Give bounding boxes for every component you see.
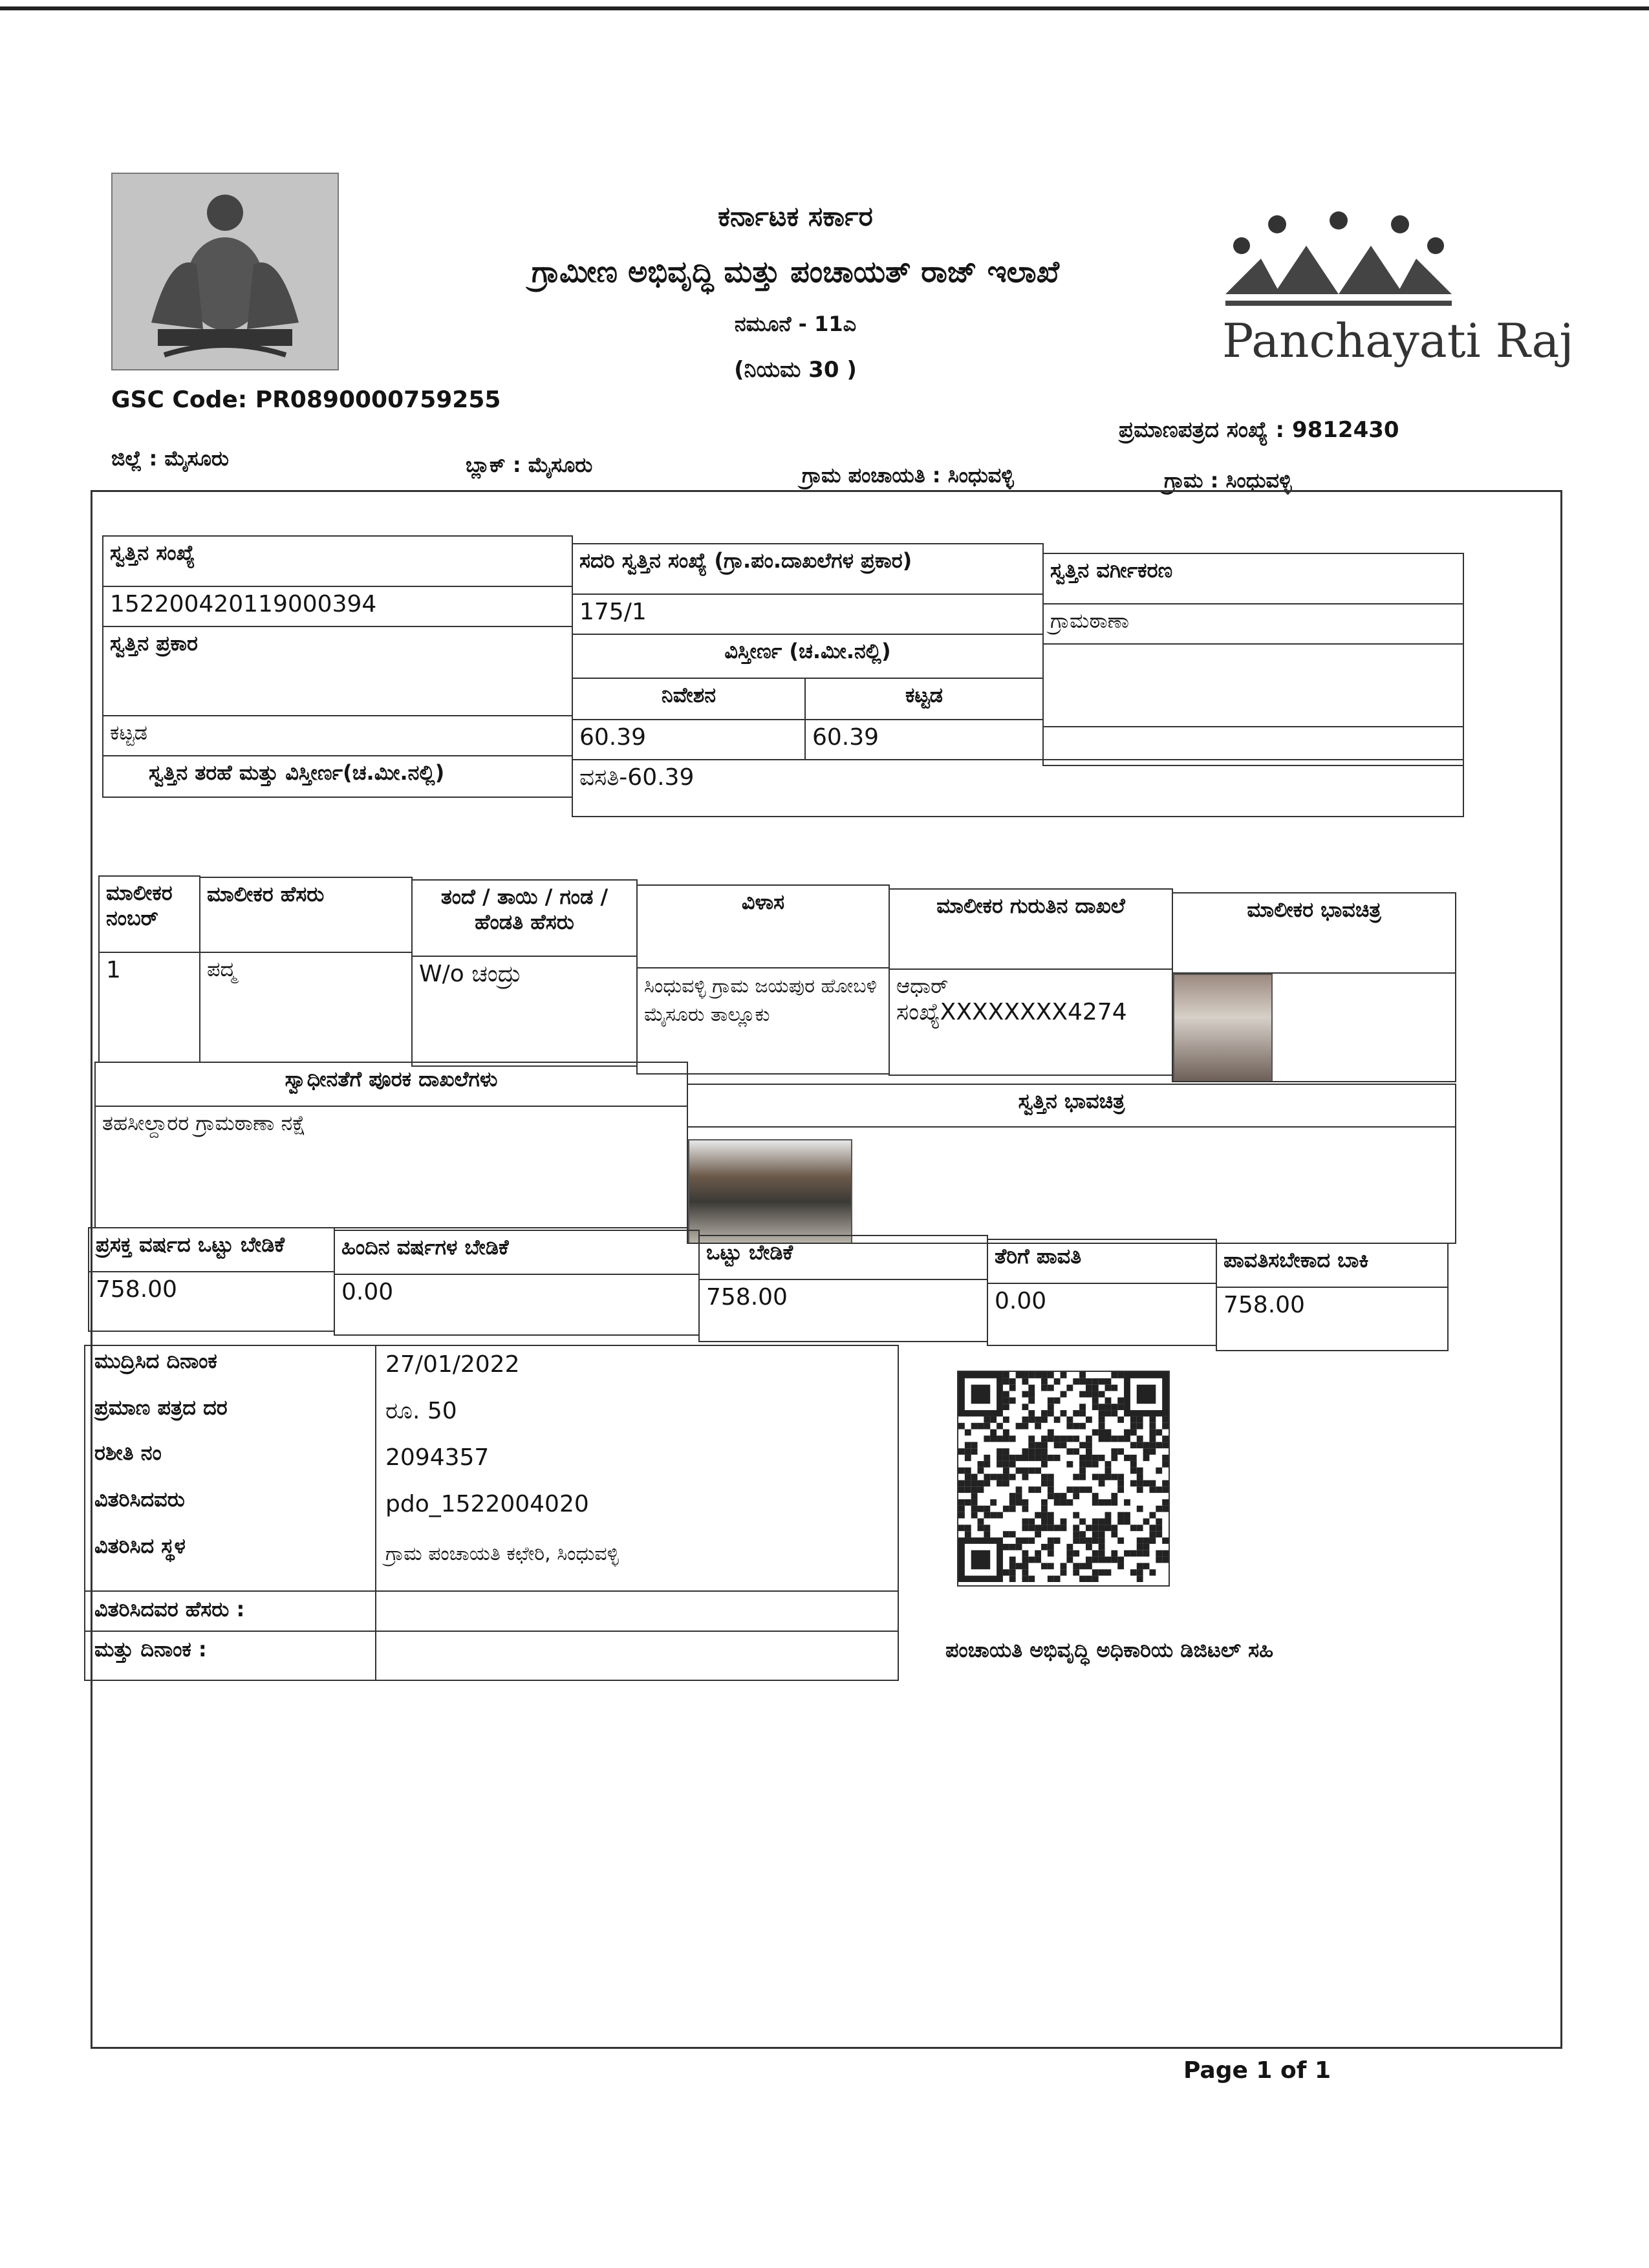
owner-photo <box>1173 974 1273 1082</box>
usage-value: ವಸತಿ-60.39 <box>572 759 1464 817</box>
tax-header-balance: ಪಾವತಿಸಬೇಕಾದ ಬಾಕಿ <box>1216 1243 1449 1288</box>
owner-address: ಸಿಂಧುವಳ್ಳಿ ಗ್ರಾಮ ಜಯಪುರ ಹೋಬಳಿ ಮೈಸೂರು ತಾಲ್ಲೂಕು <box>636 967 890 1075</box>
classification-value: ಗ್ರಾಮಠಾಣಾ <box>1042 603 1464 645</box>
tax-header-paid: ತೆರಿಗೆ ಪಾವತಿ <box>987 1239 1217 1284</box>
property-photo <box>688 1139 852 1244</box>
logo-text: Panchayati Raj <box>1222 314 1574 368</box>
tax-balance-value: 758.00 <box>1216 1287 1449 1351</box>
area-label: ವಿಸ್ತೀರ್ಣ (ಚ.ಮೀ.ನಲ್ಲಿ) <box>572 634 1044 679</box>
rule-number: (ನಿಯಮ 30 ) <box>734 357 857 383</box>
owner-id-label: ಆಧಾರ್ <box>896 974 949 998</box>
issued-place-label: ವಿತರಿಸಿದ ಸ್ಥಳ <box>94 1534 186 1558</box>
property-no-label: ಸ್ವತ್ತಿನ ಸಂಖ್ಯೆ <box>102 535 573 587</box>
certificate-number: ಪ್ರಮಾಣಪತ್ರದ ಸಂಖ್ಯೆ : 9812430 <box>1119 417 1399 443</box>
classification-label: ಸ್ವತ್ತಿನ ವರ್ಗೀಕರಣ <box>1042 553 1464 604</box>
tax-header-current: ಪ್ರಸಕ್ತ ವರ್ಷದ ಒಟ್ಟು ಬೇಡಿಕೆ <box>88 1227 335 1272</box>
owner-header-name: ಮಾಲೀಕರ ಹೆಸರು <box>199 877 413 953</box>
tax-total-value: 758.00 <box>698 1279 988 1342</box>
village: ಗ್ರಾಮ : ಸಿಂಧುವಳ್ಳಿ <box>1164 468 1292 493</box>
receipt-no-label: ರಶೀತಿ ನಂ <box>94 1440 162 1465</box>
property-type-value: ಕಟ್ಟಡ <box>102 715 573 756</box>
property-no-value: 152200420119000394 <box>102 586 573 627</box>
usage-label: ಸ್ವತ್ತಿನ ತರಹೆ ಮತ್ತು ವಿಸ್ತೀರ್ಣ(ಚ.ಮೀ.ನಲ್ಲಿ) <box>102 755 573 798</box>
scan-edge-line <box>0 6 1649 10</box>
issue-table-rule <box>84 1631 899 1632</box>
govt-title: ಕರ್ನಾಟಕ ಸರ್ಕಾರ <box>718 200 873 232</box>
issue-date-label: ಮತ್ತು ದಿನಾಂಕ : <box>94 1637 207 1662</box>
block: ಬ್ಲಾಕ್ : ಮೈಸೂರು <box>466 453 593 477</box>
issued-by-label: ವಿತರಿಸಿದವರು <box>94 1487 185 1512</box>
owner-header-number: ಮಾಲೀಕರ ನಂಬರ್ <box>98 875 200 953</box>
local-no-label: ಸದರಿ ಸ್ವತ್ತಿನ ಸಂಖ್ಯೆ (ಗ್ರಾ.ಪಂ.ದಾಖಲೆಗಳ ಪ್ರಕಾರ) <box>572 543 1044 595</box>
tax-previous-value: 0.00 <box>334 1274 700 1336</box>
form-number: ನಮೂನೆ - 11ಎ <box>734 312 857 336</box>
tax-header-total: ಒಟ್ಟು ಬೇಡಿಕೆ <box>698 1235 988 1280</box>
qr-code <box>957 1371 1170 1587</box>
owner-header-id: ಮಾಲೀಕರ ಗುರುತಿನ ದಾಖಲೆ <box>889 888 1173 970</box>
supporting-docs-label: ಸ್ವಾಧೀನತೆಗೆ ಪೂರಕ ದಾಖಲೆಗಳು <box>94 1062 688 1107</box>
issued-by-value: pdo_1522004020 <box>385 1491 589 1517</box>
gsc-code: GSC Code: PR0890000759255 <box>111 387 501 413</box>
owner-header-address: ವಿಳಾಸ <box>636 884 890 968</box>
property-photo-cell <box>687 1126 1456 1244</box>
owner-name: ಪದ್ಮ <box>199 952 413 1063</box>
owner-number: 1 <box>98 952 200 1063</box>
dept-title: ಗ್ರಾಮೀಣ ಅಭಿವೃದ್ಧಿ ಮತ್ತು ಪಂಚಾಯತ್ ರಾಜ್ ಇಲಾಖೆ <box>532 254 1059 289</box>
supporting-docs-value: ತಹಸೀಲ್ದಾರರ ಗ್ರಾಮಠಾಣಾ ನಕ್ಷೆ <box>94 1106 688 1228</box>
property-photo-label: ಸ್ವತ್ತಿನ ಭಾವಚಿತ್ರ <box>687 1084 1456 1128</box>
site-value: 60.39 <box>572 719 806 760</box>
district: ಜಿಲ್ಲೆ : ಮೈಸೂರು <box>111 446 229 471</box>
panchayati-raj-logo <box>1216 210 1574 385</box>
issue-table-rule <box>84 1590 899 1592</box>
classification-blank <box>1042 643 1464 727</box>
tax-paid-value: 0.00 <box>987 1283 1217 1346</box>
owner-id-value: ಸಂಖ್ಯೆXXXXXXXX4274 <box>896 999 1127 1025</box>
owner-id <box>889 968 1173 1076</box>
owner-relation: W/o ಚಂದ್ರು <box>411 956 638 1067</box>
gram-panchayat: ಗ್ರಾಮ ಪಂಚಾಯತಿ : ಸಿಂಧುವಳ್ಳಿ <box>802 463 1014 487</box>
issuer-name-label: ವಿತರಿಸಿದವರ ಹೆಸರು : <box>94 1597 245 1621</box>
issued-place-value: ಗ್ರಾಮ ಪಂಚಾಯತಿ ಕಛೇರಿ, ಸಿಂಧುವಳ್ಳಿ <box>385 1543 619 1565</box>
page-number: Page 1 of 1 <box>1183 2057 1331 2084</box>
printed-date-label: ಮುದ್ರಿಸಿದ ದಿನಾಂಕ <box>94 1349 217 1373</box>
site-label: ನಿವೇಶನ <box>572 678 806 720</box>
owner-header-relation: ತಂದೆ / ತಾಯಿ / ಗಂಡ / ಹೆಂಡತಿ ಹೆಸರು <box>411 879 638 957</box>
digital-signature-note: ಪಂಚಾಯತಿ ಅಭಿವೃದ್ಧಿ ಅಧಿಕಾರಿಯ ಡಿಜಿಟಲ್ ಸಹಿ <box>945 1638 1274 1662</box>
printed-date-value: 27/01/2022 <box>385 1351 520 1378</box>
certificate-fee-label: ಪ್ರಮಾಣ ಪತ್ರದ ದರ <box>94 1395 228 1420</box>
receipt-no-value: 2094357 <box>385 1444 490 1471</box>
tax-header-previous: ಹಿಂದಿನ ವರ್ಷಗಳ ಬೇಡಿಕೆ <box>334 1230 700 1275</box>
karnataka-emblem-icon <box>111 173 339 370</box>
owner-header-photo: ಮಾಲೀಕರ ಭಾವಚಿತ್ರ <box>1172 892 1456 974</box>
local-no-value: 175/1 <box>572 594 1044 635</box>
building-label: ಕಟ್ಟಡ <box>804 678 1044 720</box>
property-type-label: ಸ್ವತ್ತಿನ ಪ್ರಕಾರ <box>102 626 573 716</box>
tax-current-value: 758.00 <box>88 1271 335 1332</box>
certificate-fee-value: ರೂ. 50 <box>385 1398 457 1424</box>
owner-photo-cell <box>1172 972 1456 1082</box>
building-value: 60.39 <box>804 719 1044 760</box>
